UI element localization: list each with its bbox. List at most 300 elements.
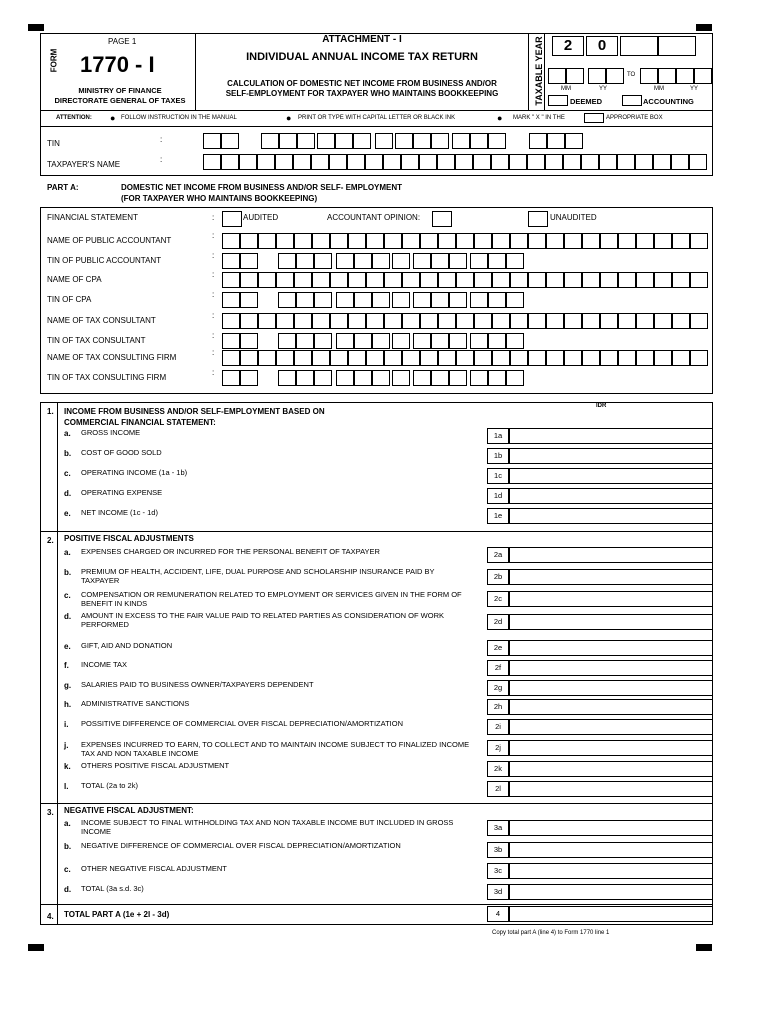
tin-digit-box[interactable] bbox=[452, 133, 470, 149]
name-char-box[interactable] bbox=[347, 154, 365, 170]
tin-digit-box[interactable] bbox=[470, 370, 488, 386]
name-char-box[interactable] bbox=[510, 272, 528, 288]
name-char-box[interactable] bbox=[546, 313, 564, 329]
line-code-1b: 1b bbox=[487, 448, 509, 464]
name-char-box[interactable] bbox=[384, 313, 402, 329]
name-char-box[interactable] bbox=[312, 313, 330, 329]
name-char-box[interactable] bbox=[581, 154, 599, 170]
tin-digit-box[interactable] bbox=[336, 292, 354, 308]
tin-digit-box[interactable] bbox=[336, 370, 354, 386]
name-char-box[interactable] bbox=[294, 233, 312, 249]
name-char-box[interactable] bbox=[527, 154, 545, 170]
tin-digit-box[interactable] bbox=[240, 370, 258, 386]
tin-digit-box[interactable] bbox=[372, 292, 390, 308]
name-char-box[interactable] bbox=[221, 154, 239, 170]
item-letter: j. bbox=[64, 741, 69, 750]
line-code-1a: 1a bbox=[487, 428, 509, 444]
name-char-box[interactable] bbox=[617, 154, 635, 170]
period-start-box[interactable] bbox=[588, 68, 606, 84]
name-char-box[interactable] bbox=[384, 272, 402, 288]
name-char-box[interactable] bbox=[438, 233, 456, 249]
tin-digit-box[interactable] bbox=[372, 370, 390, 386]
tin-digit-box[interactable] bbox=[314, 253, 332, 269]
tin-digit-box[interactable] bbox=[431, 133, 449, 149]
amount-input-1d[interactable] bbox=[509, 488, 713, 504]
name-char-box[interactable] bbox=[528, 272, 546, 288]
item-letter: c. bbox=[64, 865, 71, 874]
name-char-box[interactable] bbox=[528, 350, 546, 366]
name-char-box[interactable] bbox=[365, 154, 383, 170]
name-char-box[interactable] bbox=[492, 233, 510, 249]
name-char-box[interactable] bbox=[528, 233, 546, 249]
name-char-box[interactable] bbox=[366, 313, 384, 329]
amount-input-2h[interactable] bbox=[509, 699, 713, 715]
tin-digit-box[interactable] bbox=[413, 370, 431, 386]
item-letter: d. bbox=[64, 489, 72, 498]
tin-digit-box[interactable] bbox=[431, 370, 449, 386]
tin-digit-box[interactable] bbox=[488, 292, 506, 308]
tin-digit-box[interactable] bbox=[314, 370, 332, 386]
name-char-box[interactable] bbox=[528, 313, 546, 329]
name-char-box[interactable] bbox=[294, 313, 312, 329]
name-char-box[interactable] bbox=[222, 313, 240, 329]
name-char-box[interactable] bbox=[563, 154, 581, 170]
item-letter: a. bbox=[64, 429, 71, 438]
name-char-box[interactable] bbox=[330, 272, 348, 288]
name-char-box[interactable] bbox=[311, 154, 329, 170]
name-char-box[interactable] bbox=[654, 233, 672, 249]
name-char-box[interactable] bbox=[312, 350, 330, 366]
tin-digit-box[interactable] bbox=[413, 253, 431, 269]
name-char-box[interactable] bbox=[203, 154, 221, 170]
name-char-box[interactable] bbox=[348, 233, 366, 249]
name-char-box[interactable] bbox=[258, 233, 276, 249]
name-char-box[interactable] bbox=[564, 313, 582, 329]
deemed-checkbox[interactable] bbox=[548, 95, 568, 106]
name-char-box[interactable] bbox=[275, 154, 293, 170]
tin-digit-box[interactable] bbox=[449, 370, 467, 386]
name-char-box[interactable] bbox=[510, 313, 528, 329]
name-char-box[interactable] bbox=[600, 350, 618, 366]
name-char-box[interactable] bbox=[456, 313, 474, 329]
opinion-box[interactable] bbox=[432, 211, 452, 227]
tin-digit-box[interactable] bbox=[449, 253, 467, 269]
name-char-box[interactable] bbox=[401, 154, 419, 170]
amount-input-2c[interactable] bbox=[509, 591, 713, 607]
tin-digit-box[interactable] bbox=[488, 133, 506, 149]
name-char-box[interactable] bbox=[330, 350, 348, 366]
tin-digit-box[interactable] bbox=[297, 133, 315, 149]
audited-checkbox[interactable] bbox=[222, 211, 242, 227]
name-char-box[interactable] bbox=[420, 313, 438, 329]
name-char-box[interactable] bbox=[240, 313, 258, 329]
tin-digit-box[interactable] bbox=[395, 133, 413, 149]
section2-title: POSITIVE FISCAL ADJUSTMENTS bbox=[64, 534, 194, 543]
tin-digit-box[interactable] bbox=[279, 133, 297, 149]
name-char-box[interactable] bbox=[582, 350, 600, 366]
tin-digit-box[interactable] bbox=[296, 370, 314, 386]
tin-digit-box[interactable] bbox=[336, 253, 354, 269]
name-char-box[interactable] bbox=[222, 233, 240, 249]
name-char-box[interactable] bbox=[635, 154, 653, 170]
name-char-box[interactable] bbox=[294, 350, 312, 366]
tin-digit-box[interactable] bbox=[413, 333, 431, 349]
name-char-box[interactable] bbox=[222, 272, 240, 288]
mm-label: MM bbox=[561, 86, 571, 92]
amount-input-1a[interactable] bbox=[509, 428, 713, 444]
period-end-box[interactable] bbox=[658, 68, 676, 84]
tin-digit-box[interactable] bbox=[431, 333, 449, 349]
line-code-2f: 2f bbox=[487, 660, 509, 676]
name-char-box[interactable] bbox=[348, 272, 366, 288]
name-char-box[interactable] bbox=[312, 233, 330, 249]
name-char-box[interactable] bbox=[582, 233, 600, 249]
tin-digit-box[interactable] bbox=[372, 333, 390, 349]
tin-digit-box[interactable] bbox=[488, 333, 506, 349]
name-char-box[interactable] bbox=[545, 154, 563, 170]
colon: : bbox=[212, 368, 215, 377]
tin-digit-box[interactable] bbox=[278, 292, 296, 308]
tin-digit-box[interactable] bbox=[296, 253, 314, 269]
tin-digit-box[interactable] bbox=[278, 370, 296, 386]
tin-digit-box[interactable] bbox=[488, 370, 506, 386]
name-char-box[interactable] bbox=[402, 233, 420, 249]
item-letter: g. bbox=[64, 681, 72, 690]
name-char-box[interactable] bbox=[294, 272, 312, 288]
tin-digit-box[interactable] bbox=[547, 133, 565, 149]
name-char-box[interactable] bbox=[546, 350, 564, 366]
tin-digit-box[interactable] bbox=[470, 133, 488, 149]
item-description: OPERATING EXPENSE bbox=[81, 488, 163, 497]
name-char-box[interactable] bbox=[276, 233, 294, 249]
name-char-box[interactable] bbox=[438, 272, 456, 288]
name-char-box[interactable] bbox=[618, 233, 636, 249]
year-digit-box[interactable] bbox=[620, 36, 658, 56]
name-char-box[interactable] bbox=[600, 313, 618, 329]
tin-digit-box[interactable] bbox=[203, 133, 221, 149]
amount-input-3d[interactable] bbox=[509, 884, 713, 900]
tin-digit-box[interactable] bbox=[354, 292, 372, 308]
name-char-box[interactable] bbox=[509, 154, 527, 170]
tin-digit-box[interactable] bbox=[488, 253, 506, 269]
name-char-box[interactable] bbox=[582, 272, 600, 288]
accounting-checkbox[interactable] bbox=[622, 95, 642, 106]
name-char-box[interactable] bbox=[671, 154, 689, 170]
tin-digit-box[interactable] bbox=[506, 370, 524, 386]
name-char-box[interactable] bbox=[510, 350, 528, 366]
name-char-box[interactable] bbox=[474, 233, 492, 249]
period-end-box[interactable] bbox=[640, 68, 658, 84]
tin-digit-box[interactable] bbox=[413, 133, 431, 149]
amount-input-4[interactable] bbox=[509, 906, 713, 922]
name-char-box[interactable] bbox=[672, 272, 690, 288]
name-char-box[interactable] bbox=[636, 313, 654, 329]
unaudited-checkbox[interactable] bbox=[528, 211, 548, 227]
tin-digit-box[interactable] bbox=[353, 133, 371, 149]
name-char-box[interactable] bbox=[438, 350, 456, 366]
name-char-box[interactable] bbox=[419, 154, 437, 170]
name-char-box[interactable] bbox=[492, 313, 510, 329]
name-char-box[interactable] bbox=[654, 272, 672, 288]
tin-digit-box[interactable] bbox=[529, 133, 547, 149]
tin-digit-box[interactable] bbox=[222, 370, 240, 386]
name-char-box[interactable] bbox=[474, 313, 492, 329]
name-char-box[interactable] bbox=[690, 313, 708, 329]
amount-input-2d[interactable] bbox=[509, 614, 713, 630]
tin-digit-box[interactable] bbox=[449, 292, 467, 308]
name-char-box[interactable] bbox=[473, 154, 491, 170]
colon: : bbox=[212, 251, 215, 260]
period-end-box[interactable] bbox=[694, 68, 712, 84]
name-char-box[interactable] bbox=[492, 272, 510, 288]
name-char-box[interactable] bbox=[672, 313, 690, 329]
name-char-box[interactable] bbox=[600, 233, 618, 249]
tin-digit-box[interactable] bbox=[221, 133, 239, 149]
tin-digit-box[interactable] bbox=[565, 133, 583, 149]
name-char-box[interactable] bbox=[240, 350, 258, 366]
name-char-box[interactable] bbox=[564, 350, 582, 366]
amount-input-2j[interactable] bbox=[509, 740, 713, 756]
section4-title: TOTAL PART A (1e + 2l - 3d) bbox=[64, 910, 170, 919]
tin-digit-box[interactable] bbox=[506, 333, 524, 349]
item-letter: e. bbox=[64, 642, 71, 651]
name-char-box[interactable] bbox=[366, 350, 384, 366]
tin-digit-box[interactable] bbox=[222, 253, 240, 269]
name-char-box[interactable] bbox=[437, 154, 455, 170]
tin-digit-box[interactable] bbox=[314, 333, 332, 349]
line-code-3b: 3b bbox=[487, 842, 509, 858]
item-description: COMPENSATION OR REMUNERATION RELATED TO EMPLOYMENT OR SERVICES GIVEN IN THE FORM OF BENEFIT IN KINDS bbox=[81, 590, 462, 608]
tin-digit-box[interactable] bbox=[336, 333, 354, 349]
tin-digit-box[interactable] bbox=[261, 133, 279, 149]
name-char-box[interactable] bbox=[618, 272, 636, 288]
tin-digit-box[interactable] bbox=[354, 333, 372, 349]
amount-input-1e[interactable] bbox=[509, 508, 713, 524]
amount-input-2e[interactable] bbox=[509, 640, 713, 656]
tin-digit-box[interactable] bbox=[354, 370, 372, 386]
amount-input-2a[interactable] bbox=[509, 547, 713, 563]
name-char-box[interactable] bbox=[258, 272, 276, 288]
period-start-box[interactable] bbox=[548, 68, 566, 84]
tin-digit-box[interactable] bbox=[240, 253, 258, 269]
name-char-box[interactable] bbox=[257, 154, 275, 170]
name-char-box[interactable] bbox=[330, 313, 348, 329]
name-char-box[interactable] bbox=[420, 233, 438, 249]
name-char-box[interactable] bbox=[689, 154, 707, 170]
name-char-box[interactable] bbox=[690, 233, 708, 249]
name-char-box[interactable] bbox=[402, 313, 420, 329]
period-start-box[interactable] bbox=[606, 68, 624, 84]
tin-digit-box[interactable] bbox=[449, 333, 467, 349]
item-letter: e. bbox=[64, 509, 71, 518]
year-digit-box[interactable]: 0 bbox=[586, 36, 618, 56]
name-char-box[interactable] bbox=[636, 233, 654, 249]
tin-digit-box[interactable] bbox=[413, 292, 431, 308]
line-code-2k: 2k bbox=[487, 761, 509, 777]
name-char-box[interactable] bbox=[366, 272, 384, 288]
name-char-box[interactable] bbox=[456, 233, 474, 249]
financial-row-label: TIN OF CPA bbox=[47, 295, 92, 304]
name-char-box[interactable] bbox=[492, 350, 510, 366]
tin-digit-box[interactable] bbox=[470, 292, 488, 308]
item-letter: b. bbox=[64, 568, 72, 577]
name-char-box[interactable] bbox=[672, 233, 690, 249]
period-end-box[interactable] bbox=[676, 68, 694, 84]
tin-digit-box[interactable] bbox=[240, 333, 258, 349]
tin-digit-box[interactable] bbox=[470, 333, 488, 349]
name-char-box[interactable] bbox=[402, 350, 420, 366]
tin-digit-box[interactable] bbox=[222, 333, 240, 349]
item-description: SALARIES PAID TO BUSINESS OWNER/TAXPAYERS DEPENDENT bbox=[81, 680, 314, 689]
tin-digit-box[interactable] bbox=[392, 333, 410, 349]
name-char-box[interactable] bbox=[420, 272, 438, 288]
tin-digit-box[interactable] bbox=[240, 292, 258, 308]
name-char-box[interactable] bbox=[402, 272, 420, 288]
name-char-box[interactable] bbox=[348, 313, 366, 329]
registration-mark bbox=[696, 24, 712, 31]
name-char-box[interactable] bbox=[276, 272, 294, 288]
amount-input-3b[interactable] bbox=[509, 842, 713, 858]
name-char-box[interactable] bbox=[239, 154, 257, 170]
colon: : bbox=[212, 331, 215, 340]
tin-digit-box[interactable] bbox=[470, 253, 488, 269]
name-char-box[interactable] bbox=[564, 272, 582, 288]
taxable-year-label: TAXABLE YEAR bbox=[534, 36, 544, 106]
amount-input-2l[interactable] bbox=[509, 781, 713, 797]
year-digit-box[interactable] bbox=[658, 36, 696, 56]
name-char-box[interactable] bbox=[293, 154, 311, 170]
name-char-box[interactable] bbox=[546, 272, 564, 288]
name-char-box[interactable] bbox=[330, 233, 348, 249]
tin-digit-box[interactable] bbox=[314, 292, 332, 308]
period-start-box[interactable] bbox=[566, 68, 584, 84]
name-char-box[interactable] bbox=[636, 272, 654, 288]
name-char-box[interactable] bbox=[654, 313, 672, 329]
tin-digit-box[interactable] bbox=[372, 253, 390, 269]
amount-input-2g[interactable] bbox=[509, 680, 713, 696]
name-char-box[interactable] bbox=[456, 350, 474, 366]
colon: : bbox=[212, 290, 215, 299]
name-char-box[interactable] bbox=[456, 272, 474, 288]
tin-digit-box[interactable] bbox=[431, 253, 449, 269]
line-code-2e: 2e bbox=[487, 640, 509, 656]
name-char-box[interactable] bbox=[618, 350, 636, 366]
part-a-label: PART A: bbox=[47, 183, 79, 192]
year-digit-box[interactable]: 2 bbox=[552, 36, 584, 56]
item-description: NET INCOME (1c - 1d) bbox=[81, 508, 158, 517]
financial-row-label: NAME OF CPA bbox=[47, 275, 102, 284]
name-char-box[interactable] bbox=[582, 313, 600, 329]
name-char-box[interactable] bbox=[276, 350, 294, 366]
amount-input-2b[interactable] bbox=[509, 569, 713, 585]
amount-input-3a[interactable] bbox=[509, 820, 713, 836]
colon: : bbox=[160, 135, 163, 144]
item-letter: h. bbox=[64, 700, 72, 709]
name-char-box[interactable] bbox=[258, 313, 276, 329]
amount-input-2k[interactable] bbox=[509, 761, 713, 777]
item-letter: f. bbox=[64, 661, 69, 670]
name-char-box[interactable] bbox=[654, 350, 672, 366]
name-char-box[interactable] bbox=[510, 233, 528, 249]
tin-digit-box[interactable] bbox=[222, 292, 240, 308]
tin-digit-box[interactable] bbox=[506, 292, 524, 308]
attachment-label: ATTACHMENT - I bbox=[322, 34, 402, 45]
line-code-1d: 1d bbox=[487, 488, 509, 504]
tin-digit-box[interactable] bbox=[392, 292, 410, 308]
name-char-box[interactable] bbox=[384, 233, 402, 249]
name-char-box[interactable] bbox=[546, 233, 564, 249]
tin-digit-box[interactable] bbox=[296, 292, 314, 308]
tin-digit-box[interactable] bbox=[375, 133, 393, 149]
tin-digit-box[interactable] bbox=[354, 253, 372, 269]
name-char-box[interactable] bbox=[618, 313, 636, 329]
item-description: COST OF GOOD SOLD bbox=[81, 448, 162, 457]
line-code-3c: 3c bbox=[487, 863, 509, 879]
tin-digit-box[interactable] bbox=[335, 133, 353, 149]
tin-digit-box[interactable] bbox=[506, 253, 524, 269]
name-char-box[interactable] bbox=[312, 272, 330, 288]
name-char-box[interactable] bbox=[672, 350, 690, 366]
name-char-box[interactable] bbox=[258, 350, 276, 366]
amount-input-2f[interactable] bbox=[509, 660, 713, 676]
name-char-box[interactable] bbox=[474, 272, 492, 288]
name-char-box[interactable] bbox=[438, 313, 456, 329]
name-char-box[interactable] bbox=[222, 350, 240, 366]
name-char-box[interactable] bbox=[383, 154, 401, 170]
financial-row-label: TIN OF TAX CONSULTANT bbox=[47, 336, 146, 345]
tin-digit-box[interactable] bbox=[296, 333, 314, 349]
name-char-box[interactable] bbox=[420, 350, 438, 366]
name-char-box[interactable] bbox=[636, 350, 654, 366]
amount-input-3c[interactable] bbox=[509, 863, 713, 879]
name-char-box[interactable] bbox=[564, 233, 582, 249]
name-char-box[interactable] bbox=[240, 233, 258, 249]
sample-checkbox bbox=[584, 113, 604, 123]
amount-input-1b[interactable] bbox=[509, 448, 713, 464]
name-char-box[interactable] bbox=[366, 233, 384, 249]
amount-input-2i[interactable] bbox=[509, 719, 713, 735]
name-char-box[interactable] bbox=[690, 350, 708, 366]
attention-item-3: MARK " X " IN THE bbox=[513, 115, 565, 121]
name-char-box[interactable] bbox=[474, 350, 492, 366]
name-char-box[interactable] bbox=[348, 350, 366, 366]
ministry-line2: DIRECTORATE GENERAL OF TAXES bbox=[54, 96, 186, 105]
name-char-box[interactable] bbox=[455, 154, 473, 170]
item-description: AMOUNT IN EXCESS TO THE FAIR VALUE PAID TO RELATED PARTIES AS CONSIDERATION OF WORK PERFORMED bbox=[81, 611, 444, 629]
tin-digit-box[interactable] bbox=[278, 253, 296, 269]
item-description: POSSITIVE DIFFERENCE OF COMMERCIAL OVER FISCAL DEPRECIATION/AMORTIZATION bbox=[81, 719, 403, 728]
name-char-box[interactable] bbox=[240, 272, 258, 288]
name-char-box[interactable] bbox=[653, 154, 671, 170]
amount-input-1c[interactable] bbox=[509, 468, 713, 484]
name-char-box[interactable] bbox=[599, 154, 617, 170]
line-code-1e: 1e bbox=[487, 508, 509, 524]
name-char-box[interactable] bbox=[690, 272, 708, 288]
tin-digit-box[interactable] bbox=[317, 133, 335, 149]
tin-digit-box[interactable] bbox=[431, 292, 449, 308]
yy-label: YY bbox=[599, 86, 608, 92]
name-char-box[interactable] bbox=[491, 154, 509, 170]
tin-digit-box[interactable] bbox=[392, 370, 410, 386]
item-description: GIFT, AID AND DONATION bbox=[81, 641, 173, 650]
tin-digit-box[interactable] bbox=[392, 253, 410, 269]
name-char-box[interactable] bbox=[600, 272, 618, 288]
name-char-box[interactable] bbox=[384, 350, 402, 366]
line-code-2c: 2c bbox=[487, 591, 509, 607]
name-char-box[interactable] bbox=[276, 313, 294, 329]
tin-digit-box[interactable] bbox=[278, 333, 296, 349]
name-char-box[interactable] bbox=[329, 154, 347, 170]
